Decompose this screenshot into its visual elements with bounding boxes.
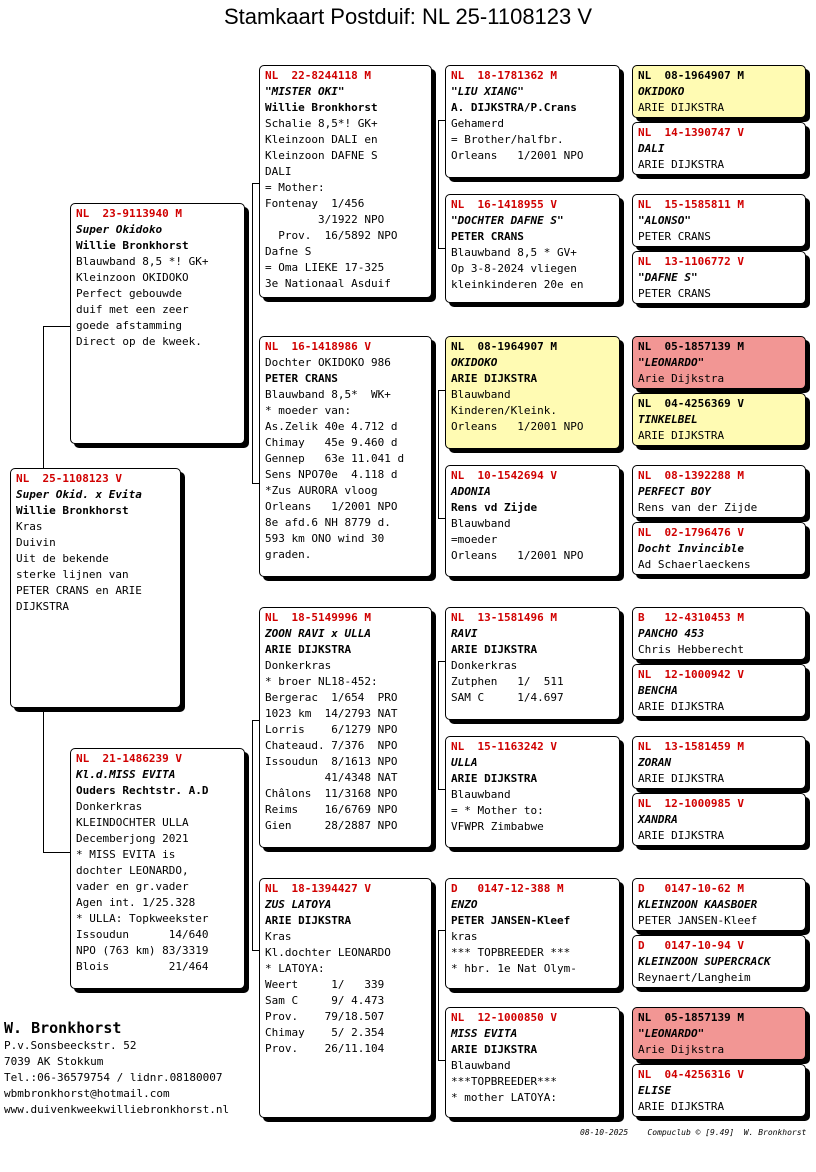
info-line: As.Zelik 40e 4.712 d bbox=[265, 420, 398, 433]
pigeon-card-dd[interactable] bbox=[259, 878, 432, 1118]
owner-name: PETER JANSEN-Kleef bbox=[451, 914, 571, 927]
info-line: = Mother: bbox=[265, 181, 325, 194]
info-line: Lorris 6/1279 NPO bbox=[265, 723, 398, 736]
connector bbox=[43, 852, 71, 853]
info-line: Orleans 1/2001 NPO bbox=[451, 149, 584, 162]
info-line: Bergerac 1/654 PRO bbox=[265, 691, 398, 704]
info-line: Direct op de kweek. bbox=[76, 335, 202, 348]
owner-name: A. DIJKSTRA/P.Crans bbox=[451, 101, 577, 114]
pigeon-card-dss[interactable] bbox=[445, 607, 620, 720]
info-line: KLEINDOCHTER ULLA bbox=[76, 816, 189, 829]
info-line: DALI bbox=[265, 165, 292, 178]
info-line: *** TOPBREEDER *** bbox=[451, 946, 571, 959]
info-line: Zutphen 1/ 511 bbox=[451, 675, 564, 688]
pigeon-card-ddd[interactable] bbox=[445, 1007, 620, 1118]
pigeon-card-sdd[interactable] bbox=[445, 465, 620, 577]
info-line: Kleinzoon OKIDOKO bbox=[76, 271, 189, 284]
info-line: Duivin bbox=[16, 536, 56, 549]
pigeon-name: ENZO bbox=[451, 898, 478, 911]
ring-number: NL 23-9113940 M bbox=[76, 207, 182, 220]
info-line: 3/1922 NPO bbox=[265, 213, 385, 226]
pigeon-name: ULLA bbox=[451, 756, 478, 769]
info-line: *Zus AURORA vloog bbox=[265, 484, 378, 497]
pigeon-card-g15[interactable] bbox=[632, 1007, 806, 1060]
info-line: Issoudun 8/1613 NPO bbox=[265, 755, 398, 768]
pigeon-name: PANCHO 453 bbox=[638, 627, 705, 640]
info-line: Kleinzoon DAFNE S bbox=[265, 149, 378, 162]
breeder-phone: Tel.:06-36579754 / lidnr.08180007 bbox=[4, 1071, 223, 1084]
info-line: Blauwband bbox=[451, 517, 511, 530]
info-line: Blauwband bbox=[451, 788, 511, 801]
pigeon-name: Kl.d.MISS EVITA bbox=[76, 768, 176, 781]
owner-name: Rens van der Zijde bbox=[638, 501, 758, 514]
pigeon-card-g5[interactable] bbox=[632, 336, 806, 389]
pigeon-card-g4[interactable] bbox=[632, 251, 806, 304]
pigeon-card-sd[interactable] bbox=[259, 336, 432, 577]
ring-number: NL 16-1418955 V bbox=[451, 198, 557, 211]
info-line: * mother LATOYA: bbox=[451, 1091, 557, 1104]
owner-name: PETER CRANS bbox=[265, 372, 338, 385]
owner-name: Willie Bronkhorst bbox=[76, 239, 189, 252]
breeder-name: W. Bronkhorst bbox=[4, 1019, 122, 1037]
ring-number: NL 12-1000850 V bbox=[451, 1011, 557, 1024]
pigeon-name: BENCHA bbox=[638, 684, 678, 697]
pigeon-name: Super Okid. x Evita bbox=[16, 488, 142, 501]
owner-name: Ad Schaerlaeckens bbox=[638, 558, 751, 571]
info-line: Donkerkras bbox=[265, 659, 332, 672]
owner-name: ARIE DIJKSTRA bbox=[265, 914, 352, 927]
owner-name: Arie Dijkstra bbox=[638, 1043, 725, 1056]
info-line: duif met een zeer bbox=[76, 303, 189, 316]
info-line: VFWPR Zimbabwe bbox=[451, 820, 544, 833]
pigeon-name: DALI bbox=[638, 142, 665, 155]
owner-name: PETER CRANS bbox=[451, 230, 524, 243]
info-line: Chateaud. 7/376 NPO bbox=[265, 739, 398, 752]
info-line: 593 km ONO wind 30 bbox=[265, 532, 385, 545]
pigeon-card-g3[interactable] bbox=[632, 194, 806, 247]
info-line: * moeder van: bbox=[265, 404, 352, 417]
owner-name: ARIE DIJKSTRA bbox=[451, 1043, 538, 1056]
info-line: Kl.dochter LEONARDO bbox=[265, 946, 391, 959]
owner-name: ARIE DIJKSTRA bbox=[638, 101, 725, 114]
connector bbox=[438, 390, 439, 518]
info-line: Decemberjong 2021 bbox=[76, 832, 189, 845]
breeder-info bbox=[4, 1018, 229, 1118]
pigeon-card-g7[interactable] bbox=[632, 465, 806, 518]
pigeon-name: "LEONARDO" bbox=[638, 356, 705, 369]
pigeon-name: TINKELBEL bbox=[638, 413, 698, 426]
info-line: Blauwband bbox=[451, 388, 511, 401]
ring-number: NL 18-5149996 M bbox=[265, 611, 371, 624]
pigeon-card-g12[interactable] bbox=[632, 793, 806, 846]
info-line: DIJKSTRA bbox=[16, 600, 69, 613]
owner-name: ARIE DIJKSTRA bbox=[451, 772, 538, 785]
info-line: vader en gr.vader bbox=[76, 880, 189, 893]
connector bbox=[252, 720, 253, 950]
pigeon-name: Docht Invincible bbox=[638, 542, 744, 555]
owner-name: PETER CRANS bbox=[638, 287, 711, 300]
breeder-website[interactable]: www.duivenkweekwilliebronkhorst.nl bbox=[4, 1103, 230, 1116]
owner-name: ARIE DIJKSTRA bbox=[451, 643, 538, 656]
info-line: Op 3-8-2024 vliegen bbox=[451, 262, 577, 275]
breeder-address: P.v.Sonsbeeckstr. 52 bbox=[4, 1039, 137, 1052]
ring-number: NL 18-1781362 M bbox=[451, 69, 557, 82]
owner-name: ARIE DIJKSTRA bbox=[638, 158, 725, 171]
info-line: = Oma LIEKE 17-325 bbox=[265, 261, 385, 274]
info-line: Agen int. 1/25.328 bbox=[76, 896, 196, 909]
connector bbox=[438, 661, 439, 789]
pigeon-card-subject[interactable] bbox=[10, 468, 181, 708]
info-line: Chimay 5/ 2.354 bbox=[265, 1026, 385, 1039]
owner-name: ARIE DIJKSTRA bbox=[638, 700, 725, 713]
owner-name: Willie Bronkhorst bbox=[265, 101, 378, 114]
info-line: dochter LEONARDO, bbox=[76, 864, 189, 877]
info-line: Issoudun 14/640 bbox=[76, 928, 209, 941]
info-line: graden. bbox=[265, 548, 312, 561]
info-line: Kras bbox=[16, 520, 43, 533]
connector bbox=[43, 707, 44, 852]
ring-number: NL 13-1581459 M bbox=[638, 740, 744, 753]
pigeon-card-g11[interactable] bbox=[632, 736, 806, 789]
owner-name: ARIE DIJKSTRA bbox=[638, 1100, 725, 1113]
pigeon-name: "LEONARDO" bbox=[638, 1027, 705, 1040]
owner-name: Chris Hebberecht bbox=[638, 643, 744, 656]
ring-number: NL 13-1581496 M bbox=[451, 611, 557, 624]
owner-name: Ouders Rechtstr. A.D bbox=[76, 784, 209, 797]
ring-number: NL 04-4256316 V bbox=[638, 1068, 744, 1081]
pigeon-card-ss[interactable] bbox=[259, 65, 432, 298]
ring-number: NL 05-1857139 M bbox=[638, 340, 744, 353]
info-line: Schalie 8,5*! GK+ bbox=[265, 117, 378, 130]
info-line: goede afstamming bbox=[76, 319, 182, 332]
ring-number: NL 04-4256369 V bbox=[638, 397, 744, 410]
ring-number: NL 16-1418986 V bbox=[265, 340, 371, 353]
ring-number: NL 14-1390747 V bbox=[638, 126, 744, 139]
info-line: Orleans 1/2001 NPO bbox=[451, 420, 584, 433]
ring-number: NL 15-1163242 V bbox=[451, 740, 557, 753]
pigeon-card-ds[interactable] bbox=[259, 607, 432, 848]
pigeon-card-dds[interactable] bbox=[445, 878, 620, 989]
info-line: Perfect gebouwde bbox=[76, 287, 182, 300]
ring-number: NL 08-1964907 M bbox=[638, 69, 744, 82]
breeder-city: 7039 AK Stokkum bbox=[4, 1055, 104, 1068]
info-line: 1023 km 14/2793 NAT bbox=[265, 707, 398, 720]
pigeon-name: "DOCHTER DAFNE S" bbox=[451, 214, 564, 227]
info-line: ***TOPBREEDER*** bbox=[451, 1075, 557, 1088]
ring-number: NL 18-1394427 V bbox=[265, 882, 371, 895]
owner-name: ARIE DIJKSTRA bbox=[451, 372, 538, 385]
ring-number: D 0147-12-388 M bbox=[451, 882, 564, 895]
pigeon-name: MISS EVITA bbox=[451, 1027, 518, 1040]
info-line: Blauwband 8,5 * GV+ bbox=[451, 246, 577, 259]
pigeon-card-g13[interactable] bbox=[632, 878, 806, 931]
info-line: * broer NL18-452: bbox=[265, 675, 378, 688]
ring-number: NL 08-1392288 M bbox=[638, 469, 744, 482]
pigeon-card-g9[interactable] bbox=[632, 607, 806, 660]
info-line: * LATOYA: bbox=[265, 962, 325, 975]
info-line: kras bbox=[451, 930, 478, 943]
info-line: Gehamerd bbox=[451, 117, 504, 130]
owner-name: ARIE DIJKSTRA bbox=[638, 772, 725, 785]
pigeon-card-sire[interactable] bbox=[70, 203, 245, 444]
info-line: Orleans 1/2001 NPO bbox=[265, 500, 398, 513]
info-line: Dafne S bbox=[265, 245, 312, 258]
pigeon-card-dsd[interactable] bbox=[445, 736, 620, 848]
info-line: Sam C 9/ 4.473 bbox=[265, 994, 385, 1007]
info-line: SAM C 1/4.697 bbox=[451, 691, 564, 704]
owner-name: Reynaert/Langheim bbox=[638, 971, 751, 984]
info-line: =moeder bbox=[451, 533, 498, 546]
ring-number: NL 02-1796476 V bbox=[638, 526, 744, 539]
info-line: Kinderen/Kleink. bbox=[451, 404, 557, 417]
pigeon-name: OKIDOKO bbox=[451, 356, 498, 369]
owner-name: ARIE DIJKSTRA bbox=[265, 643, 352, 656]
ring-number: NL 05-1857139 M bbox=[638, 1011, 744, 1024]
info-line: Sens NPO70e 4.118 d bbox=[265, 468, 398, 481]
info-line: Blauwband bbox=[451, 1059, 511, 1072]
ring-number: D 0147-10-94 V bbox=[638, 939, 744, 952]
ring-number: NL 12-1000942 V bbox=[638, 668, 744, 681]
connector bbox=[438, 930, 439, 1060]
info-line: 8e afd.6 NH 8779 d. bbox=[265, 516, 391, 529]
ring-number: NL 10-1542694 V bbox=[451, 469, 557, 482]
ring-number: NL 12-1000985 V bbox=[638, 797, 744, 810]
pigeon-name: PERFECT BOY bbox=[638, 485, 711, 498]
info-line: NPO (763 km) 83/3319 bbox=[76, 944, 209, 957]
pigeon-name: "LIU XIANG" bbox=[451, 85, 524, 98]
info-line: Châlons 11/3168 NPO bbox=[265, 787, 398, 800]
pigeon-name: XANDRA bbox=[638, 813, 678, 826]
pigeon-name: RAVI bbox=[451, 627, 478, 640]
pigeon-name: ZORAN bbox=[638, 756, 672, 769]
info-line: sterke lijnen van bbox=[16, 568, 129, 581]
info-line: * MISS EVITA is bbox=[76, 848, 176, 861]
info-line: Prov. 26/11.104 bbox=[265, 1042, 385, 1055]
owner-name: ARIE DIJKSTRA bbox=[638, 829, 725, 842]
info-line: Donkerkras bbox=[451, 659, 518, 672]
pigeon-name: ELISE bbox=[638, 1084, 672, 1097]
owner-name: ARIE DIJKSTRA bbox=[638, 429, 725, 442]
info-line: Orleans 1/2001 NPO bbox=[451, 549, 584, 562]
connector bbox=[438, 120, 439, 248]
info-line: Gennep 63e 11.041 d bbox=[265, 452, 405, 465]
info-line: Blauwband 8,5 *! GK+ bbox=[76, 255, 209, 268]
pigeon-name: "MISTER OKI" bbox=[265, 85, 345, 98]
info-line: = Brother/halfbr. bbox=[451, 133, 564, 146]
ring-number: NL 21-1486239 V bbox=[76, 752, 182, 765]
pigeon-card-sds[interactable] bbox=[445, 336, 620, 449]
pigeon-name: OKIDOKO bbox=[638, 85, 685, 98]
info-line: 41/4348 NAT bbox=[265, 771, 398, 784]
info-line: Prov. 79/18.507 bbox=[265, 1010, 385, 1023]
info-line: Donkerkras bbox=[76, 800, 143, 813]
ring-number: D 0147-10-62 M bbox=[638, 882, 744, 895]
pigeon-card-g1[interactable] bbox=[632, 65, 806, 118]
pigeon-name: "DAFNE S" bbox=[638, 271, 698, 284]
ring-number: B 12-4310453 M bbox=[638, 611, 744, 624]
ring-number: NL 25-1108123 V bbox=[16, 472, 122, 485]
pigeon-name: ADONIA bbox=[451, 485, 491, 498]
info-line: Fontenay 1/456 bbox=[265, 197, 365, 210]
pigeon-card-ssd[interactable] bbox=[445, 194, 620, 303]
pigeon-card-g16[interactable] bbox=[632, 1064, 806, 1117]
ring-number: NL 08-1964907 M bbox=[451, 340, 557, 353]
connector bbox=[43, 326, 44, 470]
info-line: Reims 16/6769 NPO bbox=[265, 803, 398, 816]
page-title: Stamkaart Postduif: NL 25-1108123 V bbox=[223, 4, 593, 29]
pigeon-card-g10[interactable] bbox=[632, 664, 806, 717]
pigeon-card-g2[interactable] bbox=[632, 122, 806, 175]
owner-name: PETER CRANS bbox=[638, 230, 711, 243]
ring-number: NL 13-1106772 V bbox=[638, 255, 744, 268]
info-line: Blauwband 8,5* WK+ bbox=[265, 388, 391, 401]
pigeon-card-sss[interactable] bbox=[445, 65, 620, 178]
info-line: Gien 28/2887 NPO bbox=[265, 819, 398, 832]
info-line: PETER CRANS en ARIE bbox=[16, 584, 142, 597]
info-line: Blois 21/464 bbox=[76, 960, 209, 973]
info-line: * ULLA: Topkweekster bbox=[76, 912, 209, 925]
pigeon-name: ZOON RAVI x ULLA bbox=[265, 627, 371, 640]
pigeon-name: KLEINZOON SUPERCRACK bbox=[638, 955, 771, 968]
owner-name: Rens vd Zijde bbox=[451, 501, 538, 514]
pigeon-card-g14[interactable] bbox=[632, 935, 806, 988]
pigeon-name: ZUS LATOYA bbox=[265, 898, 332, 911]
info-line: Uit de bekende bbox=[16, 552, 109, 565]
info-line: 3e Nationaal Asduif bbox=[265, 277, 391, 290]
print-stamp: 08-10-2025 Compuclub © [9.49] W. Bronkhorst bbox=[580, 1128, 807, 1137]
connector bbox=[43, 326, 71, 327]
owner-name: PETER JANSEN-Kleef bbox=[638, 914, 758, 927]
info-line: Kras bbox=[265, 930, 292, 943]
breeder-email[interactable]: wbmbronkhorst@hotmail.com bbox=[4, 1087, 170, 1100]
owner-name: Arie Dijkstra bbox=[638, 372, 725, 385]
info-line: Chimay 45e 9.460 d bbox=[265, 436, 398, 449]
connector bbox=[252, 183, 253, 483]
owner-name: Willie Bronkhorst bbox=[16, 504, 129, 517]
info-line: Prov. 16/5892 NPO bbox=[265, 229, 398, 242]
info-line: * hbr. 1e Nat Olym- bbox=[451, 962, 577, 975]
pigeon-card-dam[interactable] bbox=[70, 748, 245, 989]
info-line: Kleinzoon DALI en bbox=[265, 133, 378, 146]
ring-number: NL 22-8244118 M bbox=[265, 69, 371, 82]
ring-number: NL 15-1585811 M bbox=[638, 198, 744, 211]
pigeon-name: "ALONSO" bbox=[638, 214, 691, 227]
pigeon-card-g6[interactable] bbox=[632, 393, 806, 446]
pigeon-card-g8[interactable] bbox=[632, 522, 806, 575]
pigeon-name: KLEINZOON KAASBOER bbox=[638, 898, 758, 911]
info-line: kleinkinderen 20e en bbox=[451, 278, 584, 291]
info-line: = * Mother to: bbox=[451, 804, 544, 817]
info-line: Weert 1/ 339 bbox=[265, 978, 385, 991]
pigeon-name: Super Okidoko bbox=[76, 223, 163, 236]
pigeon-name: Dochter OKIDOKO 986 bbox=[265, 356, 391, 369]
